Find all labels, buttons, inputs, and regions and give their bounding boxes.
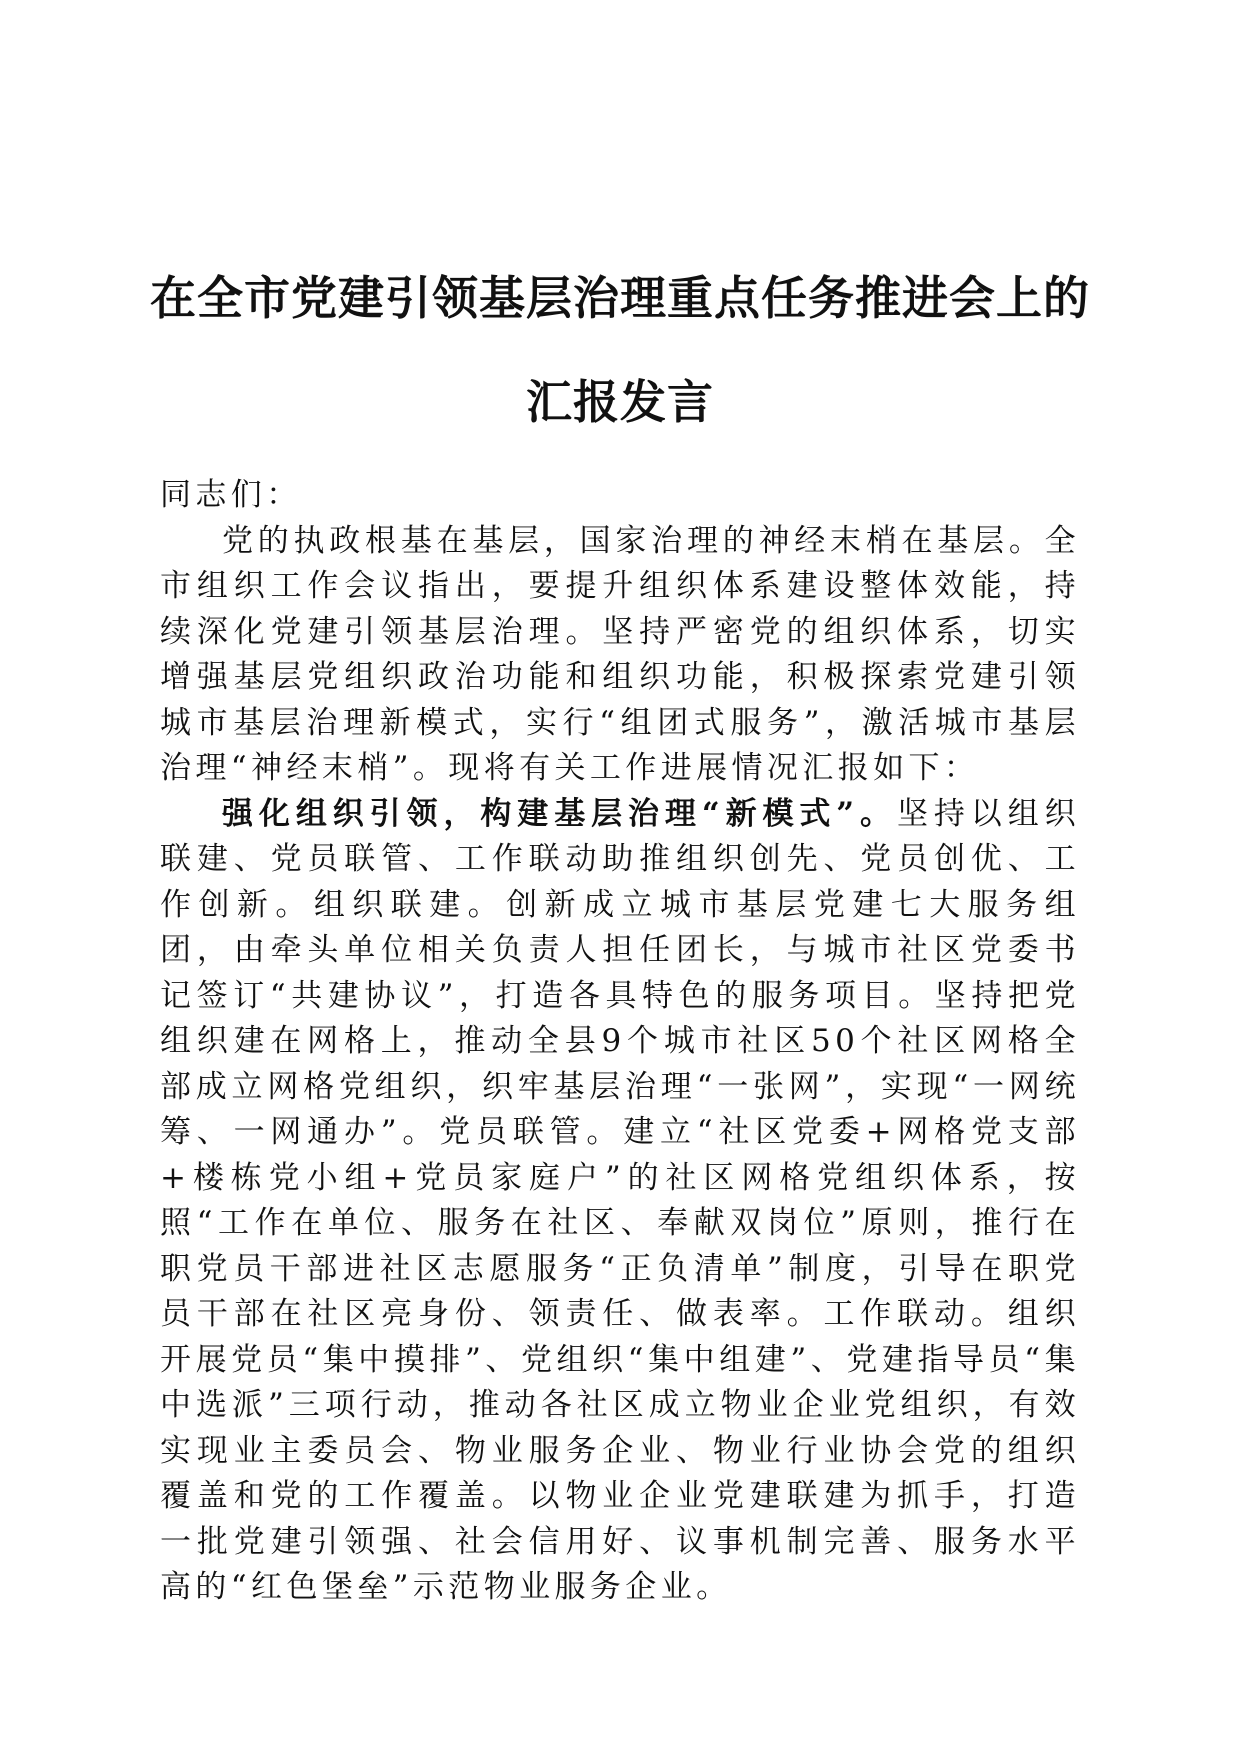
section-1-heading: 强化组织引领，构建基层治理“新模式”。 <box>222 795 897 832</box>
intro-paragraph: 党的执政根基在基层，国家治理的神经末梢在基层。全市组织工作会议指出，要提升组织体系建设整体效能，持续深化党建引领基层治理。坚持严密党的组织体系，切实增强基层党组织政治功能和组织功能，积极探索党建引领城市基层治理新模式，实行“组团式服务”，激活城市基层治理“神经末梢”。现将有关工作进展情况汇报如下： <box>160 522 1080 786</box>
title-line-1: 在全市党建引领基层治理重点任务推进会上的 <box>150 271 1090 325</box>
section-1-paragraph <box>160 792 1080 1611</box>
section-1-body: 坚持以组织联建、党员联管、工作联动助推组织创先、党员创优、工作创新。组织联建。创新成立城市基层党建七大服务组团，由牵头单位相关负责人担任团长，与城市社区党委书记签订“共建协议”，打造各具特色的服务项目。坚持把党组织建在网格上，推动全县9个城市社区50个社区网格全部成立网格党组织，织牢基层治理“一张网”，实现“一网统筹、一网通办”。党员联管。建立“社区党委+网格党支部+楼栋党小组+党员家庭户”的社区网格党组织体系，按照“工作在单位、服务在社区、奉献双岗位”原则，推行在职党员干部进社区志愿服务“正负清单”制度，引导在职党员干部在社区亮身份、领责任、做表率。工作联动。组织开展党员“集中摸排”、党组织“集中组建”、党建指导员“集中选派”三项行动，推动各社区成立物业企业党组织，有效实现业主委员会、物业服务企业、物业行业协会党的组织覆盖和党的工作覆盖。以物业企业党建联建为抓手，打造一批党建引领强、社会信用好、议事机制完善、服务水平高的“红色堡垒”示范物业服务企业。 <box>160 795 1081 1605</box>
salutation: 同志们： <box>160 477 302 513</box>
document-body <box>160 473 1080 1611</box>
title-line-2: 汇报发言 <box>526 375 714 429</box>
document-title <box>120 246 1120 454</box>
